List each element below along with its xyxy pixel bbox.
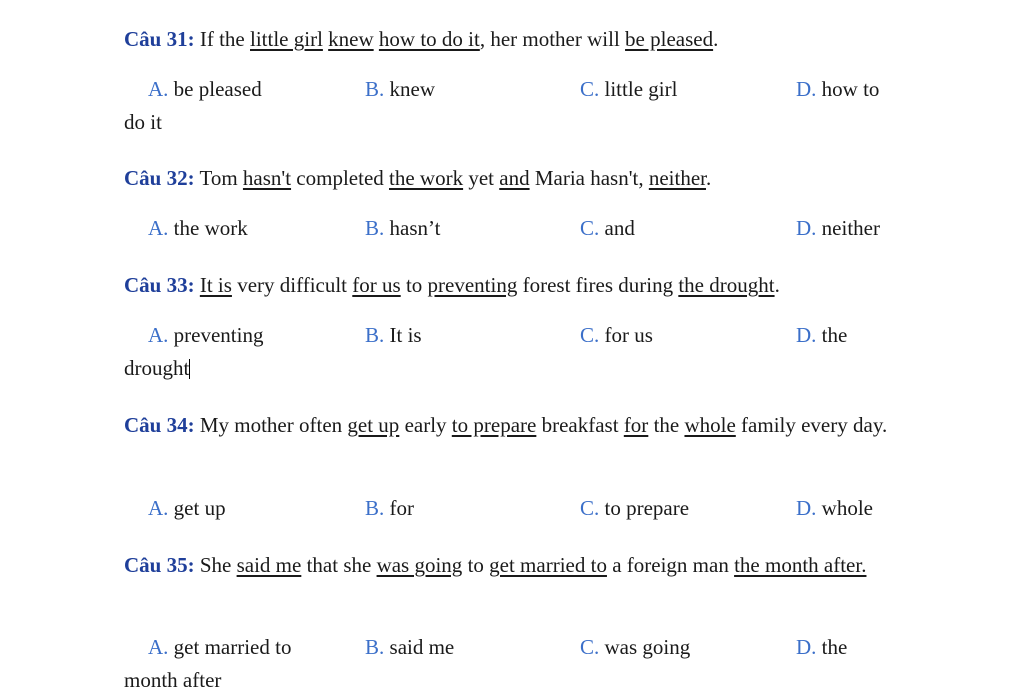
option-letter: B. [365, 77, 385, 101]
option-a[interactable] [148, 631, 291, 664]
option-d[interactable] [796, 631, 847, 664]
stem-text: . [713, 27, 719, 51]
stem-text: forest fires during [517, 273, 679, 297]
stem-text: breakfast [536, 413, 624, 437]
option-c[interactable] [580, 631, 690, 664]
option-b[interactable] [365, 631, 454, 664]
option-a[interactable] [148, 212, 248, 245]
stem-text: . [706, 166, 712, 190]
question-32-stem [124, 162, 890, 195]
stem-text: very difficult [231, 273, 353, 297]
option-d-continuation: month after [124, 668, 222, 692]
question-34-stem [124, 409, 890, 442]
question-33-stem [124, 269, 890, 302]
option-text: knew [384, 77, 436, 101]
underlined-phrase: the drought [678, 273, 775, 297]
option-text: to prepare [599, 496, 690, 520]
option-c[interactable] [580, 73, 677, 106]
option-text: how to [816, 77, 880, 101]
option-a[interactable] [148, 492, 226, 525]
underlined-phrase: for [623, 413, 649, 437]
stem-text: yet [463, 166, 500, 190]
underlined-phrase: little girl [250, 27, 323, 51]
underlined-phrase: neither [648, 166, 706, 190]
stem-text: a foreign man [606, 553, 735, 577]
underlined-phrase: was going [376, 553, 463, 577]
underlined-phrase: preventing [427, 273, 518, 297]
option-letter: B. [365, 496, 385, 520]
stem-text: to [400, 273, 428, 297]
option-c[interactable] [580, 492, 689, 525]
option-d[interactable] [796, 492, 873, 525]
option-text: the work [168, 216, 248, 240]
underlined-phrase: for us [352, 273, 401, 297]
question-35-options [124, 631, 904, 697]
underlined-phrase: and [499, 166, 530, 190]
option-b[interactable] [365, 73, 435, 106]
question-label: Câu 33: [124, 273, 195, 297]
option-text: and [599, 216, 635, 240]
underlined-phrase: how to do it [378, 27, 480, 51]
stem-text: early [399, 413, 452, 437]
option-letter: D. [796, 77, 817, 101]
text-cursor [189, 359, 190, 379]
option-d[interactable] [796, 73, 879, 106]
stem-text: My mother often [194, 413, 348, 437]
option-text: neither [816, 216, 880, 240]
option-text: whole [816, 496, 873, 520]
option-text: for [384, 496, 415, 520]
option-letter: D. [796, 635, 817, 659]
option-letter: B. [365, 216, 385, 240]
question-35-stem [124, 549, 890, 582]
question-label: Câu 35: [124, 553, 195, 577]
option-letter: B. [365, 635, 385, 659]
question-label: Câu 32: [124, 166, 195, 190]
underlined-phrase: hasn't [242, 166, 292, 190]
question-33-options [124, 319, 904, 385]
option-letter: D. [796, 496, 817, 520]
option-letter: C. [580, 496, 600, 520]
option-d-continuation [124, 352, 190, 385]
option-text: said me [384, 635, 455, 659]
option-text: preventing [168, 323, 264, 347]
question-31-options [124, 73, 904, 139]
stem-text: completed [291, 166, 390, 190]
underlined-phrase: to prepare [451, 413, 537, 437]
option-text: the [816, 635, 848, 659]
underlined-phrase: get up [347, 413, 400, 437]
stem-text: She [194, 553, 237, 577]
option-text: get married to [168, 635, 292, 659]
option-c[interactable] [580, 319, 653, 352]
question-label: Câu 34: [124, 413, 195, 437]
stem-text: the [648, 413, 685, 437]
stem-text: to [462, 553, 490, 577]
option-letter: A. [148, 496, 169, 520]
option-wrap-text: drought [124, 356, 190, 380]
option-d-continuation: do it [124, 110, 162, 134]
underlined-phrase: said me [236, 553, 302, 577]
option-letter: A. [148, 216, 169, 240]
stem-text: Tom [194, 166, 243, 190]
option-text: was going [599, 635, 691, 659]
option-c[interactable] [580, 212, 635, 245]
option-letter: C. [580, 635, 600, 659]
stem-text: If the [194, 27, 250, 51]
stem-text: family every day. [735, 413, 888, 437]
stem-text: that she [301, 553, 377, 577]
option-letter: A. [148, 323, 169, 347]
option-b[interactable] [365, 212, 440, 245]
underlined-phrase: the work [389, 166, 464, 190]
option-text: be pleased [168, 77, 262, 101]
underlined-phrase: whole [684, 413, 736, 437]
option-text: hasn’t [384, 216, 441, 240]
option-text: the [816, 323, 848, 347]
question-31-stem [124, 23, 890, 56]
option-b[interactable] [365, 319, 422, 352]
underlined-phrase: It is [199, 273, 232, 297]
option-letter: D. [796, 216, 817, 240]
option-text: It is [384, 323, 422, 347]
option-letter: C. [580, 77, 600, 101]
stem-text: , her mother will [479, 27, 626, 51]
option-text: get up [168, 496, 226, 520]
option-d[interactable] [796, 212, 880, 245]
option-letter: B. [365, 323, 385, 347]
stem-text: Maria hasn't, [529, 166, 649, 190]
option-text: for us [599, 323, 653, 347]
option-letter: C. [580, 323, 600, 347]
underlined-phrase: the month after. [734, 553, 867, 577]
option-a[interactable] [148, 73, 262, 106]
option-text: little girl [599, 77, 678, 101]
option-letter: A. [148, 635, 169, 659]
stem-text: . [774, 273, 780, 297]
underlined-phrase: get married to [489, 553, 607, 577]
underlined-phrase: knew [328, 27, 374, 51]
option-letter: D. [796, 323, 817, 347]
option-letter: A. [148, 77, 169, 101]
question-label: Câu 31: [124, 27, 195, 51]
option-a[interactable] [148, 319, 263, 352]
option-letter: C. [580, 216, 600, 240]
option-d[interactable] [796, 319, 847, 352]
option-b[interactable] [365, 492, 414, 525]
underlined-phrase: be pleased [625, 27, 714, 51]
